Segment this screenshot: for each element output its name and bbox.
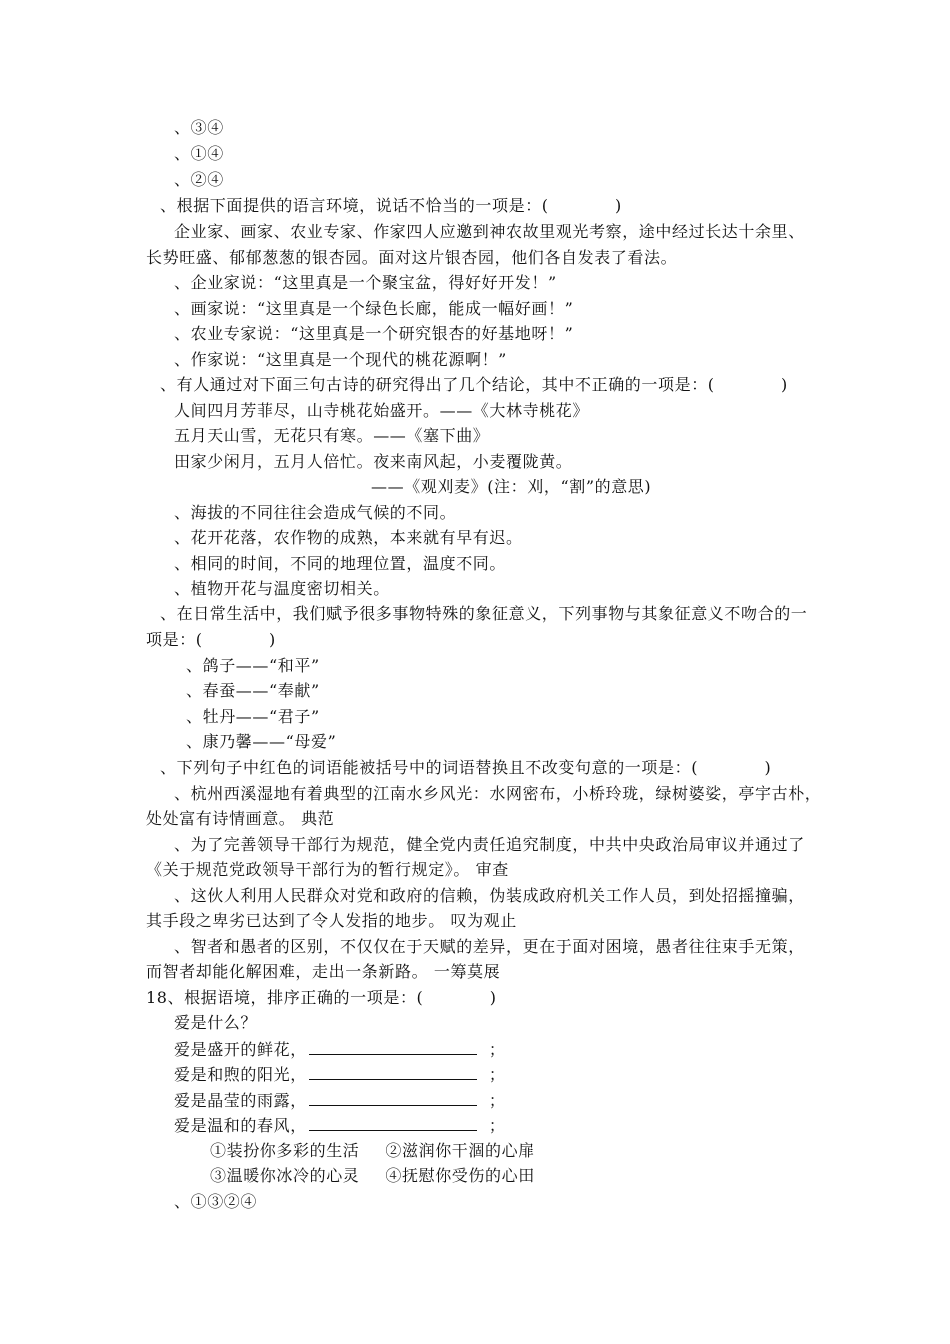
option-line: 、海拔的不同往往会造成气候的不同。 xyxy=(174,503,457,522)
verse-line xyxy=(174,1038,505,1061)
option-line: 、这伙人利用人民群众对党和政府的信赖，伪装成政府机关工作人员，到处招摇撞骗， xyxy=(174,886,805,905)
option-line: 、花开花落，农作物的成熟，本来就有早有迟。 xyxy=(174,528,523,547)
question-stem: 项是：( ) xyxy=(146,630,276,649)
verse-text: 爱是温和的春风， xyxy=(174,1116,307,1135)
verse-line: 爱是什么？ xyxy=(174,1013,258,1032)
option-line: 其手段之卑劣已达到了令人发指的地步。 叹为观止 xyxy=(146,911,517,930)
option-line: 、为了完善领导干部行为规范，健全党内责任追究制度，中共中央政治局审议并通过了 xyxy=(174,835,805,854)
verse-text: 爱是和煦的阳光， xyxy=(174,1065,307,1084)
option-line: 、鸽子——“和平” xyxy=(186,656,320,675)
question-stem: 、有人通过对下面三句古诗的研究得出了几个结论，其中不正确的一项是：( ) xyxy=(160,375,788,394)
option-line: 、牡丹——“君子” xyxy=(186,707,320,726)
answer-blank[interactable] xyxy=(309,1038,477,1055)
option-line: 、智者和愚者的区别，不仅仅在于天赋的差异，更在于面对困境，愚者往往束手无策， xyxy=(174,937,805,956)
verse-text: 爱是盛开的鲜花， xyxy=(174,1040,307,1059)
verse-line xyxy=(174,1089,505,1112)
option-line: 《关于规范党政领导干部行为的暂行规定》。 审查 xyxy=(146,860,509,879)
poem-source: ——《观刈麦》(注：刈，“割”的意思) xyxy=(371,477,652,496)
choice-item: ③温暖你冰冷的心灵 xyxy=(210,1166,360,1185)
option-line: 、康乃馨——“母爱” xyxy=(186,732,337,751)
verse-line xyxy=(174,1114,505,1137)
context-text: 长势旺盛、郁郁葱葱的银杏园。面对这片银杏园，他们各自发表了看法。 xyxy=(146,248,678,267)
option-line: 、农业专家说：“这里真是一个研究银杏的好基地呀！” xyxy=(174,324,574,343)
verse-punct: ； xyxy=(488,1091,506,1110)
option-line: 处处富有诗情画意。 典范 xyxy=(146,809,335,828)
poem-line: 田家少闲月，五月人倍忙。夜来南风起，小麦覆陇黄。 xyxy=(174,452,573,471)
choice-row xyxy=(210,1165,535,1187)
option-line: 、画家说：“这里真是一个绿色长廊，能成一幅好画！” xyxy=(174,299,574,318)
option-line: 、作家说：“这里真是一个现代的桃花源啊！” xyxy=(174,350,507,369)
choice-item: ②滋润你干涸的心扉 xyxy=(385,1141,535,1160)
choice-item: ①装扮你多彩的生活 xyxy=(210,1141,360,1160)
question-stem: 、根据下面提供的语言环境，说话不恰当的一项是：( ) xyxy=(160,196,622,215)
choice-item: ④抚慰你受伤的心田 xyxy=(385,1166,535,1185)
option-line: 、②④ xyxy=(174,170,224,189)
option-line: 、①④ xyxy=(174,144,224,163)
option-line: 、相同的时间，不同的地理位置，温度不同。 xyxy=(174,554,507,573)
verse-punct: ； xyxy=(488,1065,506,1084)
question-stem: 、在日常生活中，我们赋予很多事物特殊的象征意义，下列事物与其象征意义不吻合的一 xyxy=(160,604,808,623)
option-line: 、③④ xyxy=(174,118,224,137)
option-line: 而智者却能化解困难，走出一条新路。 一筹莫展 xyxy=(146,962,501,981)
option-line: 、植物开花与温度密切相关。 xyxy=(174,579,390,598)
poem-line: 人间四月芳菲尽，山寺桃花始盛开。——《大林寺桃花》 xyxy=(174,401,590,420)
choice-row xyxy=(210,1140,535,1162)
verse-line xyxy=(174,1063,505,1086)
option-line: 、企业家说：“这里真是一个聚宝盆，得好好开发！” xyxy=(174,273,557,292)
option-line: 、春蚕——“奉献” xyxy=(186,681,320,700)
answer-blank[interactable] xyxy=(309,1089,477,1106)
question-stem: 18、根据语境，排序正确的一项是：( ) xyxy=(146,988,497,1007)
verse-punct: ； xyxy=(488,1040,506,1059)
answer-blank[interactable] xyxy=(309,1114,477,1131)
question-stem: 、下列句子中红色的词语能被括号中的词语替换且不改变句意的一项是：( ) xyxy=(160,758,772,777)
answer-blank[interactable] xyxy=(309,1063,477,1080)
option-line: 、杭州西溪湿地有着典型的江南水乡风光：水网密布，小桥玲珑，绿树婆娑，亭宇古朴， xyxy=(174,784,822,803)
poem-line: 五月天山雪，无花只有寒。——《塞下曲》 xyxy=(174,426,490,445)
option-line: 、①③②④ xyxy=(174,1192,258,1211)
context-text: 企业家、画家、农业专家、作家四人应邀到神农故里观光考察，途中经过长达十余里、 xyxy=(174,222,805,241)
verse-text: 爱是晶莹的雨露， xyxy=(174,1091,307,1110)
verse-punct: ； xyxy=(488,1116,506,1135)
